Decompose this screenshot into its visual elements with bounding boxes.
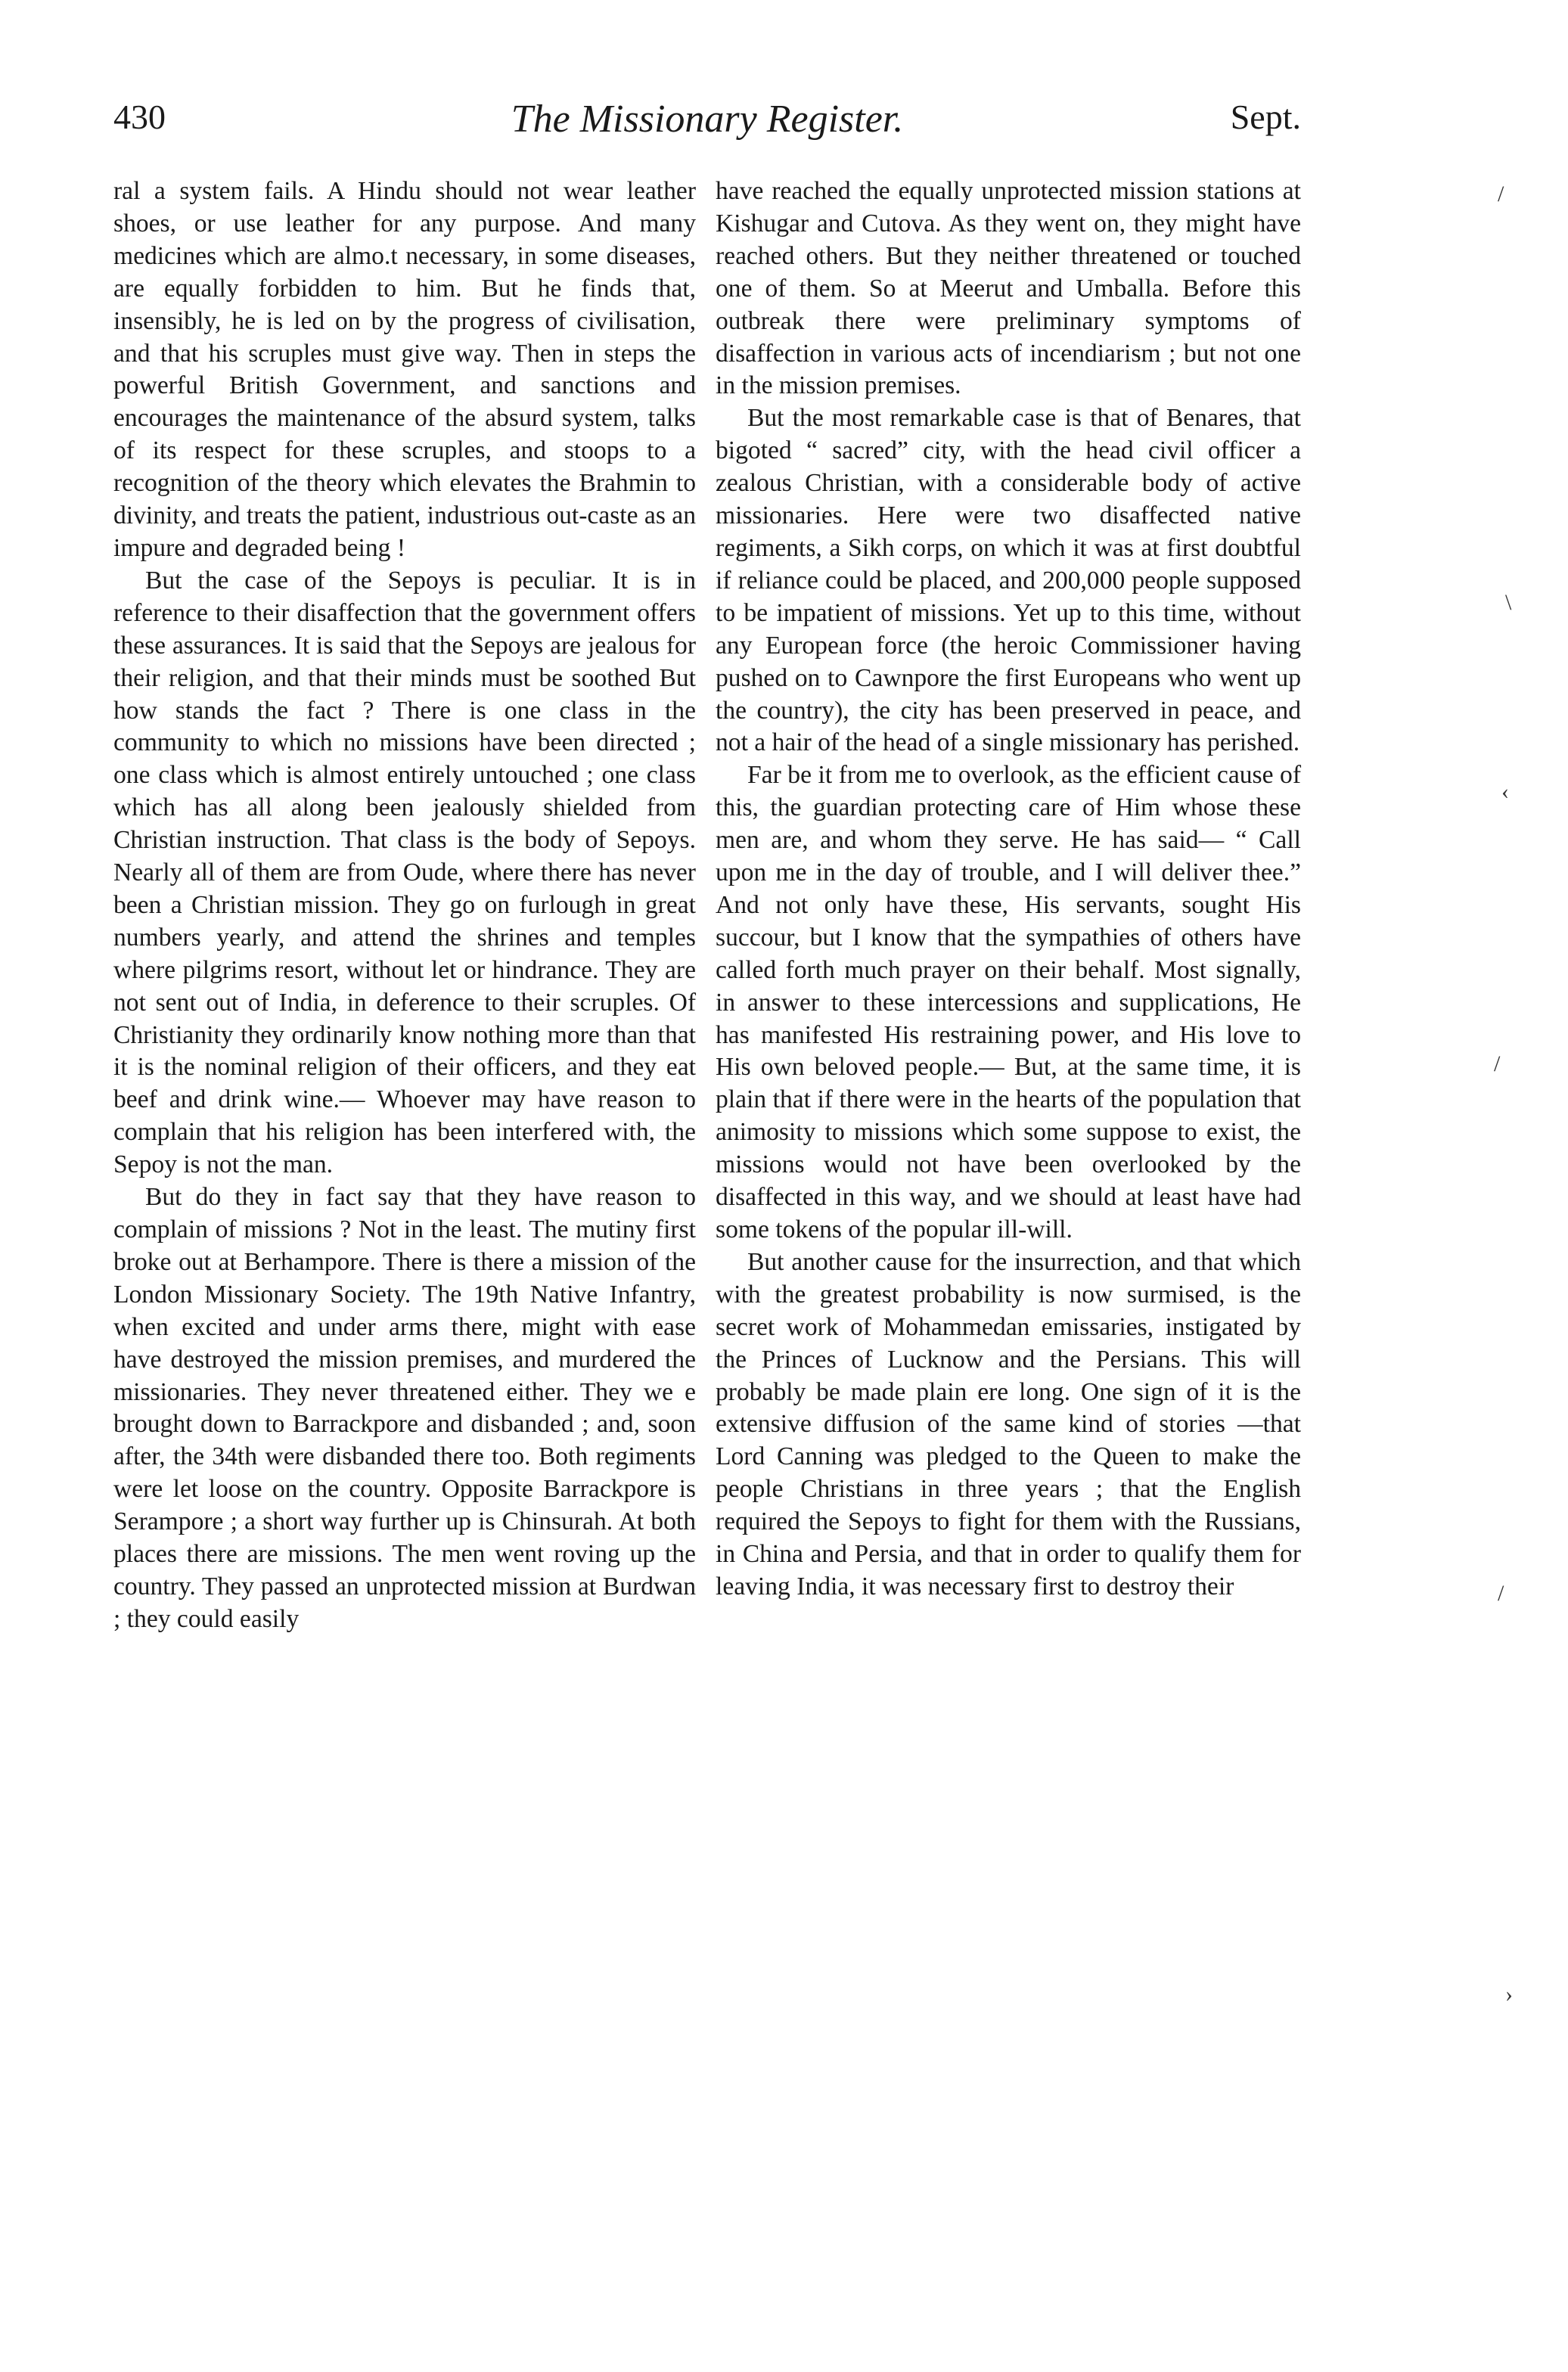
paragraph: But the case of the Sepoys is peculiar. It is in reference to their disaffection that the government offers these assurances. It is said that the Sepoys are jealous for their religion, and that their minds must be soothed But how stands the fact ? There is one class in the community to which no missions have been directed ; one class which is almost entirely untouched ; one class which has all along been jealously shielded from Christian instruction. That class is the body of Sepoys. Nearly all of them are from Oude, where there has never been a Christian mission. They go on furlough in great numbers yearly, and attend the shrines and temples where pilgrims resort, without let or hindrance. They are not sent out of India, in deference to their scruples. Of Christianity they ordinarily know nothing more than that it is the nominal religion of their officers, and they eat beef and drink wine.— Whoever may have reason to complain that his religion has been interfered with, the Sepoy is not the man. (113, 566, 696, 1179)
margin-mark: / (1498, 1581, 1504, 1606)
paragraph: Far be it from me to overlook, as the efficient cause of this, the guardian protecting care of Him whose these men are, and whom they serve. He has said— “ Call upon me in the day of trouble, and I will deliver thee.” And not only have these, His servants, sought His succour, but I know that the sympathies of others have called forth much prayer on their behalf. Most signally, in answer to these intercessions and supplications, He has manifested His restraining power, and His love to His own beloved people.— But, at the same time, it is plain that if there were in the hearts of the population that animosity to missions which some suppose to exist, the missions would not have been overlooked by the disaffected in this way, and we should at least have had some tokens of the popular ill-will. (716, 761, 1301, 1243)
paragraph: ral a system fails. A Hindu should not wear leather shoes, or use leather for any purpose. And many medicines which are almo.t necessary, in some diseases, are equally forbidden to him. But he finds that, insensibly, he is led on by the progress of civilisation, and that his scruples must give way. Then in steps the powerful British Government, and sanctions and encourages the maintenance of the absurd system, talks of its respect for these scruples, and stoops to a recognition of the theory which elevates the Brahmin to divinity, and treats the patient, industrious out-caste as an impure and degraded being ! (113, 177, 696, 562)
page-number: 430 (113, 98, 166, 136)
margin-mark: › (1505, 1982, 1513, 2007)
paragraph: But do they in fact say that they have reason to complain of missions ? Not in the least. The mutiny first broke out at Berhampore. There is there a mission of the London Missionary Society. The 19th Native Infantry, when excited and under arms there, might with ease have destroyed the mission premises, and murdered the missionaries. They never threatened either. They we e brought down to Barrackpore and disbanded ; and, soon after, the 34th were disbanded there too. Both regiments were let loose on the country. Opposite Barrackpore is Serampore ; a short way further up is Chinsurah. At both places there are missions. The men went roving up the country. They passed an unprotected mission at Burdwan ; they could easily (113, 1183, 696, 1633)
margin-mark: ‹ (1501, 779, 1509, 804)
paragraph: But the most remarkable case is that of Benares, that bigoted “ sacred” city, with the head civil officer a zealous Christian, with a considerable body of active missionaries. Here were two disaffected native regiments, a Sikh corps, on which it was at first doubtful if reliance could be placed, and 200,000 people supposed to be impatient of missions. Yet up to this time, without any European force (the heroic Commissioner having pushed on to Cawnpore the first Europeans who went up the country), the city has been preserved in peace, and not a hair of the head of a single missionary has perished. (716, 404, 1301, 757)
margin-mark: / (1494, 1051, 1501, 1076)
margin-mark: / (1498, 182, 1504, 206)
journal-title: The Missionary Register. (511, 98, 904, 141)
page-header (113, 97, 1301, 150)
issue-month: Sept. (1230, 98, 1301, 136)
paragraph: have reached the equally unprotected mission stations at Kishugar and Cutova. As they went on, they might have reached others. But they neither threatened or touched one of them. So at Meerut and Umballa. Before this outbreak there were preliminary symptoms of disaffection in various acts of incendiarism ; but not one in the mission premises. (716, 177, 1301, 400)
margin-mark: \ (1505, 590, 1512, 615)
left-column (113, 175, 696, 1636)
paragraph: But another cause for the insurrection, and that which with the greatest probability is now surmised, is the secret work of Mohammedan emissaries, instigated by the Princes of Lucknow and the Persians. This will probably be made plain ere long. One sign of it is the extensive diffusion of the same kind of stories —that Lord Canning was pledged to the Queen to make the people Christians in three years ; that the English required the Sepoys to fight for them with the Russians, in China and Persia, and that in order to qualify them for leaving India, it was necessary first to destroy their (716, 1247, 1301, 1600)
right-column (716, 175, 1301, 1604)
